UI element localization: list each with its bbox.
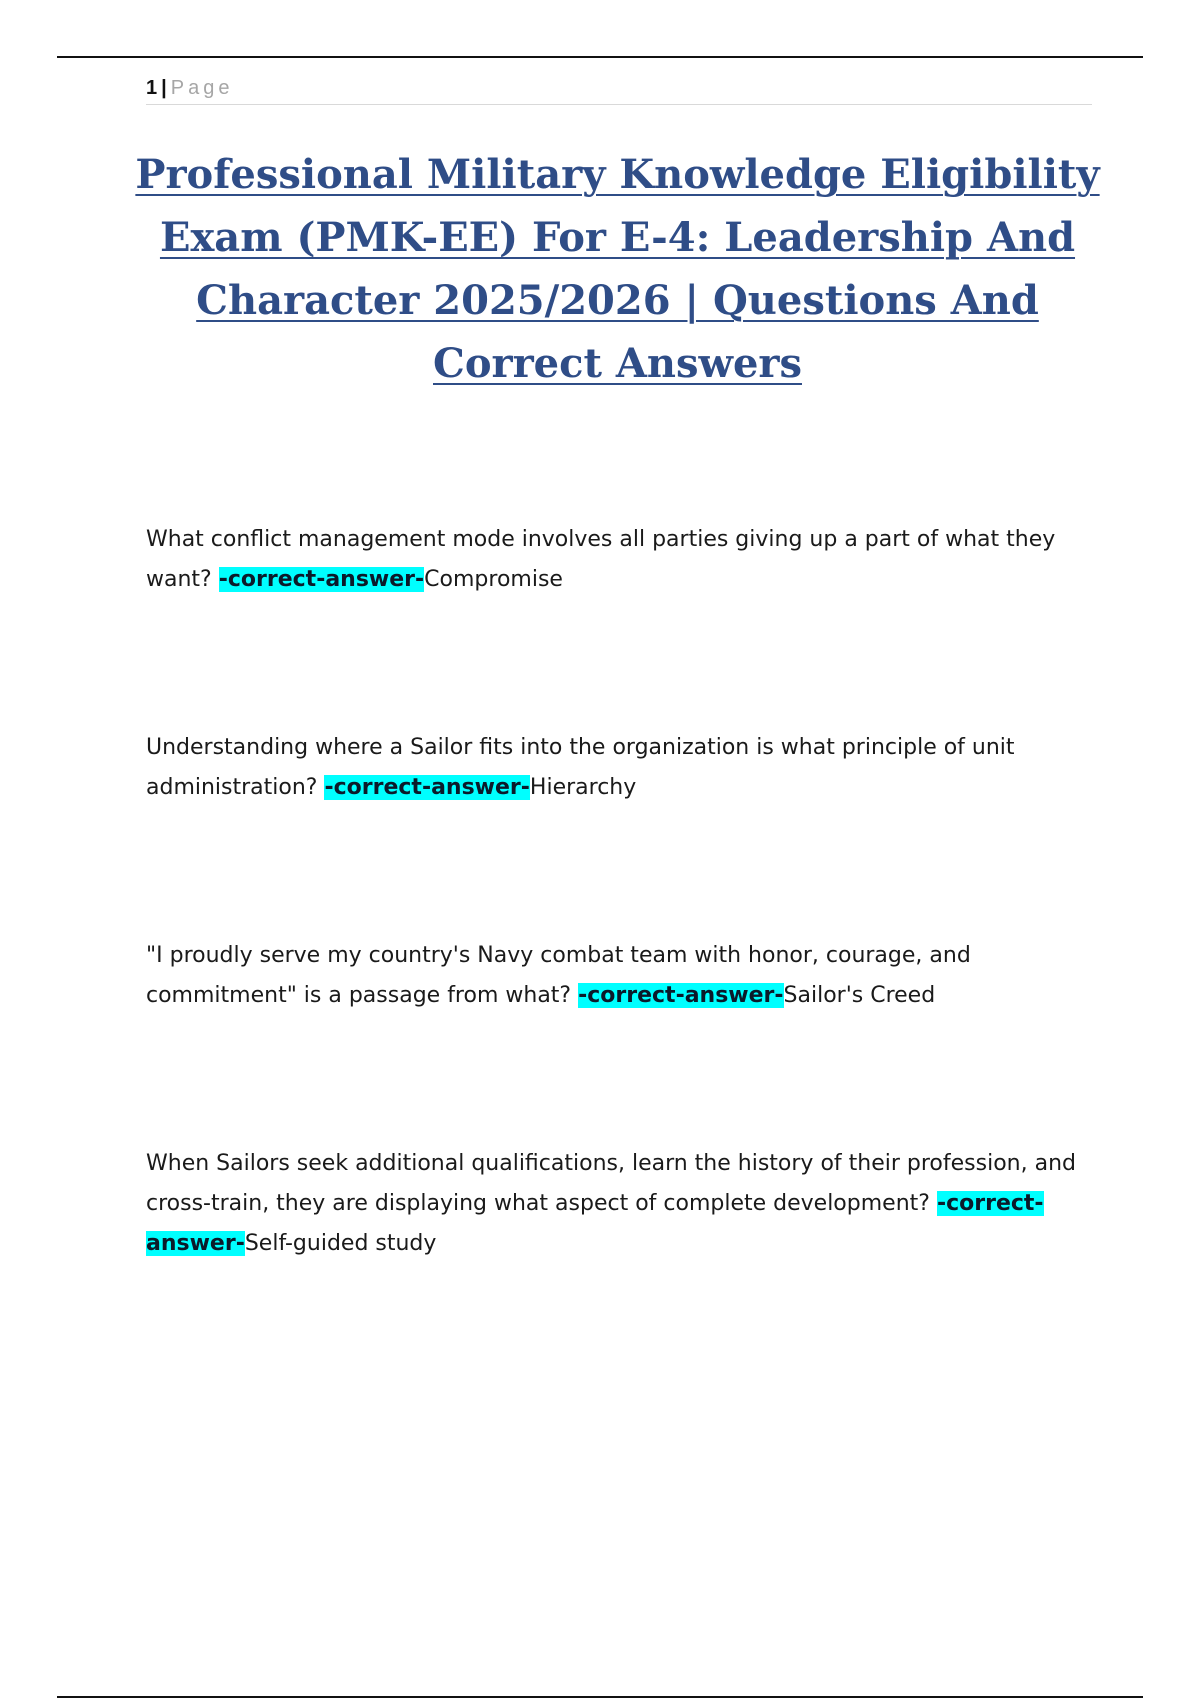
answer-text: Sailor's Creed bbox=[783, 983, 936, 1008]
answer-text: Compromise bbox=[424, 567, 563, 592]
page-separator: | bbox=[161, 77, 167, 99]
question-text: "I proudly serve my country's Navy combat team with honor, courage, and commitment" is a passage from what? bbox=[146, 943, 971, 1008]
answer-marker: -correct-answer- bbox=[324, 775, 530, 800]
answer-text: Hierarchy bbox=[529, 775, 637, 800]
answer-marker: -correct-answer- bbox=[146, 1191, 1044, 1256]
question-text: Understanding where a Sailor fits into the organization is what principle of unit administration? bbox=[146, 735, 1015, 800]
question-text: When Sailors seek additional qualifications, learn the history of their profession, and cross-train, they are displaying what aspect of complete development? bbox=[146, 1151, 1076, 1216]
page-label: Page bbox=[170, 77, 234, 99]
qa-item bbox=[146, 520, 1096, 600]
document-title: Professional Military Knowledge Eligibility Exam (PMK-EE) For E-4: Leadership And Character 2025/2026 | Questions And Correct Answers bbox=[135, 151, 1100, 387]
question-text: What conflict management mode involves all parties giving up a part of what they want? bbox=[146, 527, 1056, 592]
qa-item bbox=[146, 1144, 1096, 1264]
answer-text: Self-guided study bbox=[244, 1231, 437, 1256]
top-rule bbox=[57, 56, 1143, 58]
page-number: 1 bbox=[146, 77, 158, 99]
page-header bbox=[146, 74, 1092, 105]
bottom-rule bbox=[57, 1696, 1143, 1698]
answer-marker: -correct-answer- bbox=[218, 567, 425, 592]
qa-item bbox=[146, 728, 1096, 808]
answer-marker: -correct-answer- bbox=[578, 983, 784, 1008]
qa-item bbox=[146, 936, 1096, 1016]
